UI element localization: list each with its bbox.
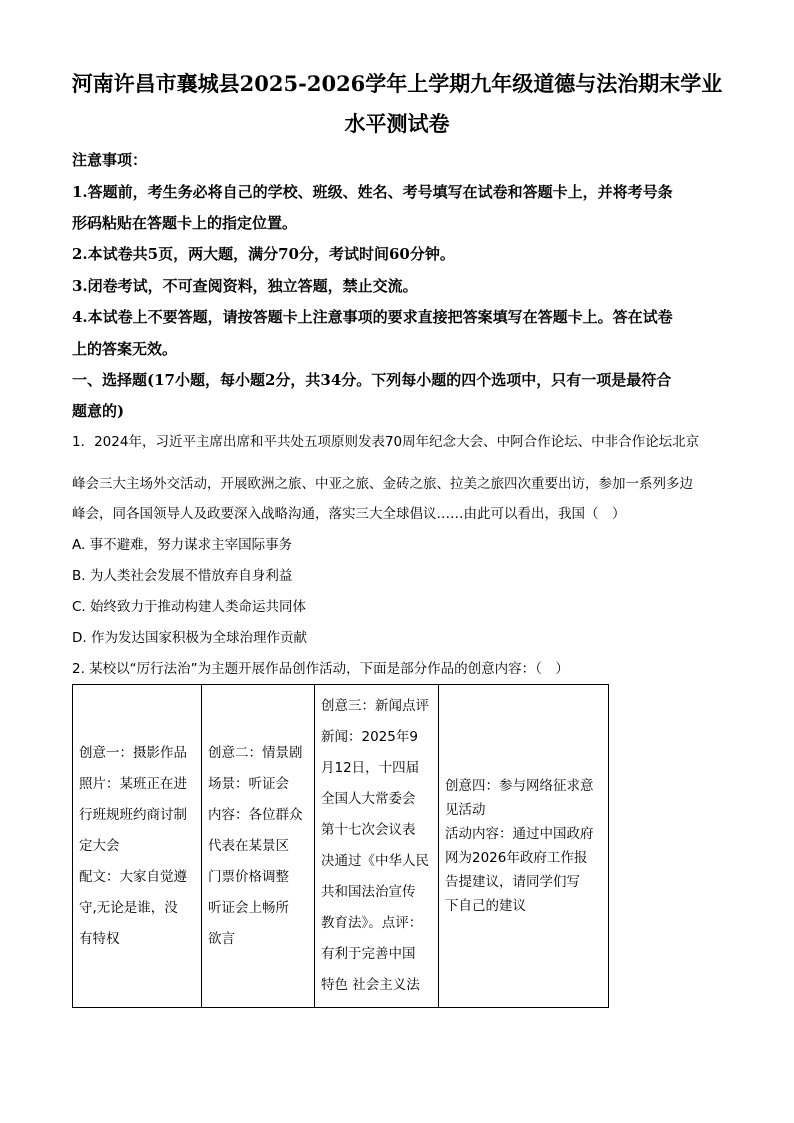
cell-line: 门票价格调整 <box>208 868 289 885</box>
cell-line: 创意二：情景剧 <box>208 744 303 761</box>
question-1-option-a: A. 事不避难，努力谋求主宰国际事务 <box>72 537 293 553</box>
table-cell-idea-3 <box>315 685 439 1008</box>
section-heading: 一、选择题(17小题，每小题2分，共34分。下列每小题的四个选项中，只有一项是最符合 <box>72 371 672 389</box>
table-row <box>73 685 609 1008</box>
note-4-continued: 上的答案无效。 <box>72 340 178 358</box>
cell-line: 创意三：新闻点评 <box>321 698 429 714</box>
table-cell-idea-4 <box>439 685 609 1008</box>
cell-line: 照片：某班正在进 <box>79 775 187 792</box>
cell-line: 月12日，十四届 <box>321 760 420 776</box>
cell-line: 特色 社会主义法 <box>321 977 420 993</box>
cell-line: 配文：大家自觉遵 <box>79 868 187 885</box>
cell-line: 活动内容：通过中国政府 <box>445 826 594 842</box>
cell-line: 有特权 <box>79 930 120 947</box>
question-2-stem: 2. 某校以“厉行法治”为主题开展作品创作活动，下面是部分作品的创意内容：（ ） <box>72 661 569 677</box>
note-4: 4.本试卷上不要答题，请按答题卡上注意事项的要求直接把答案填写在答题卡上。答在试卷 <box>72 308 673 326</box>
note-1: 1.答题前，考生务必将自己的学校、班级、姓名、考号填写在试卷和答题卡上，并将考号条 <box>72 183 673 201</box>
cell-line: 共和国法治宣传 <box>321 884 416 900</box>
table-cell-idea-2 <box>202 685 315 1008</box>
cell-line: 下自己的建议 <box>445 898 526 914</box>
cell-line: 内容：各位群众 <box>208 806 303 823</box>
cell-line: 创意四：参与网络征求意 <box>445 778 594 794</box>
question-1-option-d: D. 作为发达国家积极为全球治理作贡献 <box>72 630 307 646</box>
table-cell-idea-1 <box>73 685 202 1008</box>
question-1-option-c: C. 始终致力于推动构建人类命运共同体 <box>72 599 307 615</box>
question-1-stem-line3: 峰会，同各国领导人及政要深入战略沟通，落实三大全球倡议……由此可以看出，我国（ ） <box>72 506 626 522</box>
cell-line: 决通过《中华人民 <box>321 853 429 869</box>
cell-line: 欲言 <box>208 930 235 947</box>
cell-line: 守,无论是谁，没 <box>79 899 178 916</box>
cell-line: 听证会上畅所 <box>208 899 289 916</box>
page-title-continued: 水平测试卷 <box>344 111 450 136</box>
cell-line: 见活动 <box>445 802 486 818</box>
cell-line: 第十七次会议表 <box>321 822 416 838</box>
cell-line: 行班规班约商讨制 <box>79 806 187 823</box>
note-2: 2.本试卷共5页，两大题，满分70分，考试时间60分钟。 <box>72 245 455 263</box>
notes-heading: 注意事项： <box>72 151 148 169</box>
question-1-option-b: B. 为人类社会发展不惜放弃自身利益 <box>72 568 293 584</box>
cell-line: 告提建议，请同学们写 <box>445 874 580 890</box>
cell-line: 场景：听证会 <box>208 775 289 792</box>
cell-line: 有利于完善中国 <box>321 946 416 962</box>
cell-line: 新闻：2025年9 <box>321 729 418 745</box>
cell-line: 代表在某景区 <box>208 837 289 854</box>
question-1-stem: 1．2024年，习近平主席出席和平共处五项原则发表70周年纪念大会、中阿合作论坛、中非合作论坛北京 <box>72 434 700 450</box>
cell-line: 创意一：摄影作品 <box>79 744 187 761</box>
cell-line: 网为2026年政府工作报 <box>445 850 588 866</box>
question-1-stem-line2: 峰会三大主场外交活动，开展欧洲之旅、中亚之旅、金砖之旅、拉美之旅四次重要出访，参加一系列多边 <box>72 476 693 492</box>
cell-line: 全国人大常委会 <box>321 791 416 807</box>
note-3: 3.闭卷考试，不可查阅资料，独立答题，禁止交流。 <box>72 277 418 295</box>
cell-line: 定大会 <box>79 837 120 854</box>
section-heading-continued: 题意的) <box>72 402 125 420</box>
cell-line: 教育法》。点评： <box>321 915 423 931</box>
page-title: 河南许昌市襄城县2025-2026学年上学期九年级道德与法治期末学业 <box>71 71 723 96</box>
creative-works-table <box>72 684 609 1008</box>
note-1-continued: 形码粘贴在答题卡上的指定位置。 <box>72 214 298 232</box>
